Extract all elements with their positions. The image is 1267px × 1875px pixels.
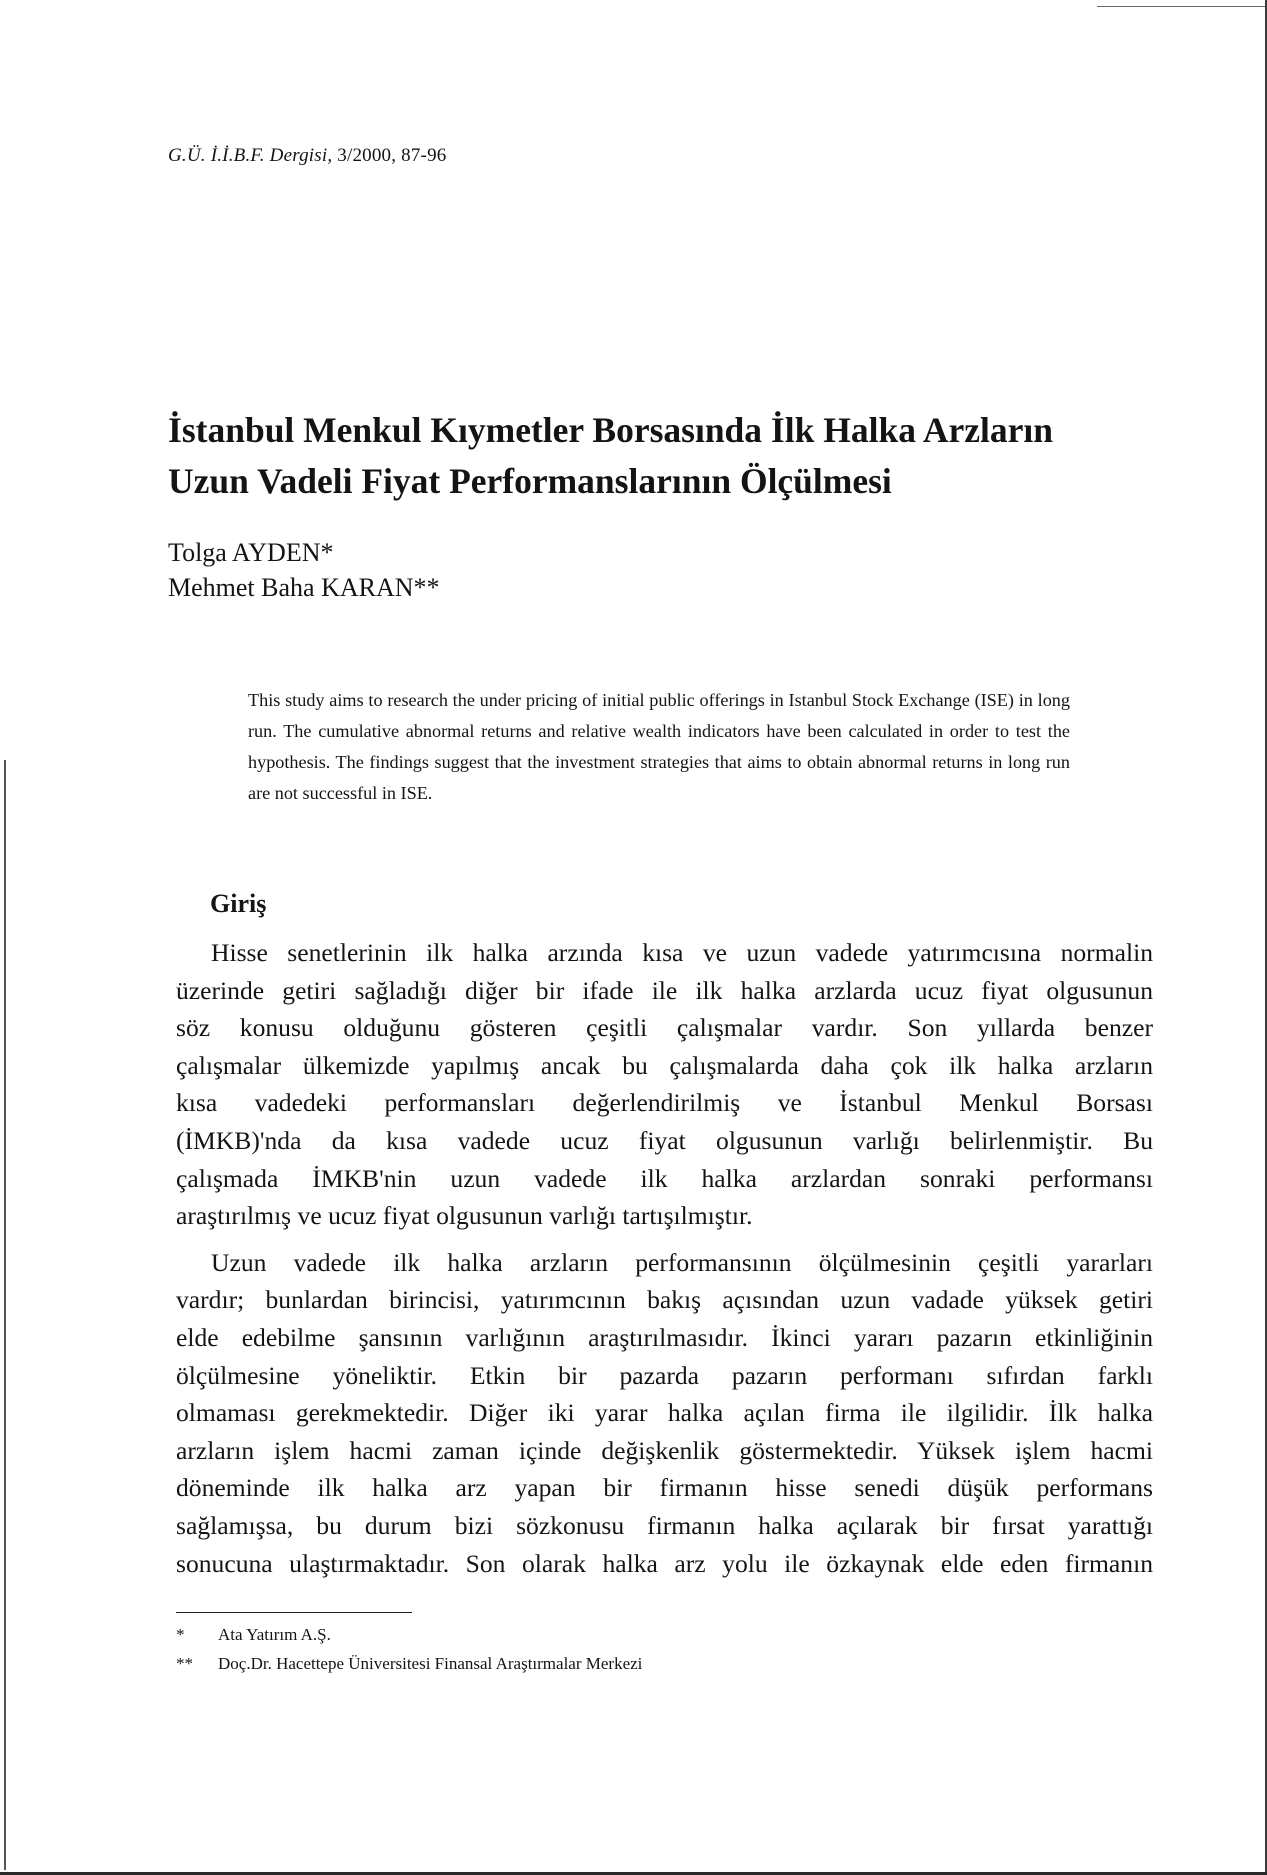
paragraph-1 xyxy=(176,934,1153,1235)
paragraph-line: vardır; bunlardan birincisi, yatırımcının bakış açısından uzun vadade yüksek getiri xyxy=(176,1285,1153,1315)
paragraph-line: araştırılmış ve ucuz fiyat olgusunun varlığı tartışılmıştır. xyxy=(176,1201,753,1231)
paragraph-line: Hisse senetlerinin ilk halka arzında kısa ve uzun vadede yatırımcısına normalin xyxy=(211,938,1153,967)
journal-issue: 3/2000, 87-96 xyxy=(332,145,447,166)
abstract: This study aims to research the under pricing of initial public offerings in Istanbul Stock Exchange (ISE) in long run. The cumulative abnormal returns and relative wealth indicators have been calculated in order to test the hypothesis. The findings suggest that the investment strategies that aims to obtain abnormal returns in long run are not successful in ISE. xyxy=(248,690,1070,803)
footnote-text: Ata Yatırım A.Ş. xyxy=(218,1625,331,1644)
paragraph-line: elde edebilme şansının varlığının araştırılmasıdır. İkinci yararı pazarın etkinliğinin xyxy=(176,1322,1153,1352)
footnote-mark: ** xyxy=(176,1654,193,1673)
paragraph-line: sonucuna ulaştırmaktadır. Son olarak halka arz yolu ile özkaynak elde eden firmanın xyxy=(176,1548,1153,1578)
paper-title xyxy=(168,405,1168,507)
title-line-1: İstanbul Menkul Kıymetler Borsasında İlk Halka Arzların xyxy=(168,410,1053,450)
section-heading: Giriş xyxy=(210,889,267,918)
author-1: Tolga AYDEN* xyxy=(168,538,334,567)
journal-reference xyxy=(168,145,446,167)
paragraph-line: (İMKB)'nda da kısa vadede ucuz fiyat olgusunun varlığı belirlenmiştir. Bu xyxy=(176,1125,1153,1155)
scan-left-border xyxy=(4,760,6,1870)
footnote-text: Doç.Dr. Hacettepe Üniversitesi Finansal Araştırmalar Merkezi xyxy=(218,1654,643,1673)
paragraph-line: kısa vadedeki performansları değerlendirilmiş ve İstanbul Menkul Borsası xyxy=(176,1088,1153,1118)
paragraph-2 xyxy=(176,1244,1153,1582)
paragraph-line: Uzun vadede ilk halka arzların performansının ölçülmesinin çeşitli yararları xyxy=(211,1247,1153,1277)
footnote-separator xyxy=(176,1612,412,1613)
body-text xyxy=(176,934,1153,1591)
paragraph-line: sağlamışsa, bu durum bizi sözkonusu firmanın halka açılarak bir fırsat yarattığı xyxy=(176,1510,1153,1540)
paragraph-line: üzerinde getiri sağladığı diğer bir ifade ile ilk halka arzlarda ucuz fiyat olgusunun xyxy=(176,975,1153,1005)
footnotes xyxy=(176,1620,642,1678)
scan-edge-line xyxy=(1097,6,1267,7)
paragraph-line: çalışmada İMKB'nin uzun vadede ilk halka arzlardan sonraki performansı xyxy=(176,1163,1153,1193)
paragraph-line: olmaması gerekmektedir. Diğer iki yarar halka açılan firma ile ilgilidir. İlk halka xyxy=(176,1398,1153,1428)
footnote-2 xyxy=(176,1649,642,1678)
footnote-1 xyxy=(176,1620,642,1649)
paragraph-line: döneminde ilk halka arz yapan bir firmanın hisse senedi düşük performans xyxy=(176,1473,1153,1503)
author-2: Mehmet Baha KARAN** xyxy=(168,573,440,602)
footnote-mark: * xyxy=(176,1625,185,1644)
author-list xyxy=(168,535,440,605)
paragraph-line: arzların işlem hacmi zaman içinde değişkenlik göstermektedir. Yüksek işlem hacmi xyxy=(176,1435,1153,1465)
paragraph-line: çalışmalar ülkemizde yapılmış ancak bu çalışmalarda daha çok ilk halka arzların xyxy=(176,1050,1153,1080)
paragraph-line: ölçülmesine yöneliktir. Etkin bir pazarda pazarın performanı sıfırdan farklı xyxy=(176,1360,1153,1390)
title-line-2: Uzun Vadeli Fiyat Performanslarının Ölçülmesi xyxy=(168,461,892,501)
journal-name: G.Ü. İ.İ.B.F. Dergisi, xyxy=(168,145,333,166)
paragraph-line: söz konusu olduğunu gösteren çeşitli çalışmalar vardır. Son yıllarda benzer xyxy=(176,1013,1153,1043)
